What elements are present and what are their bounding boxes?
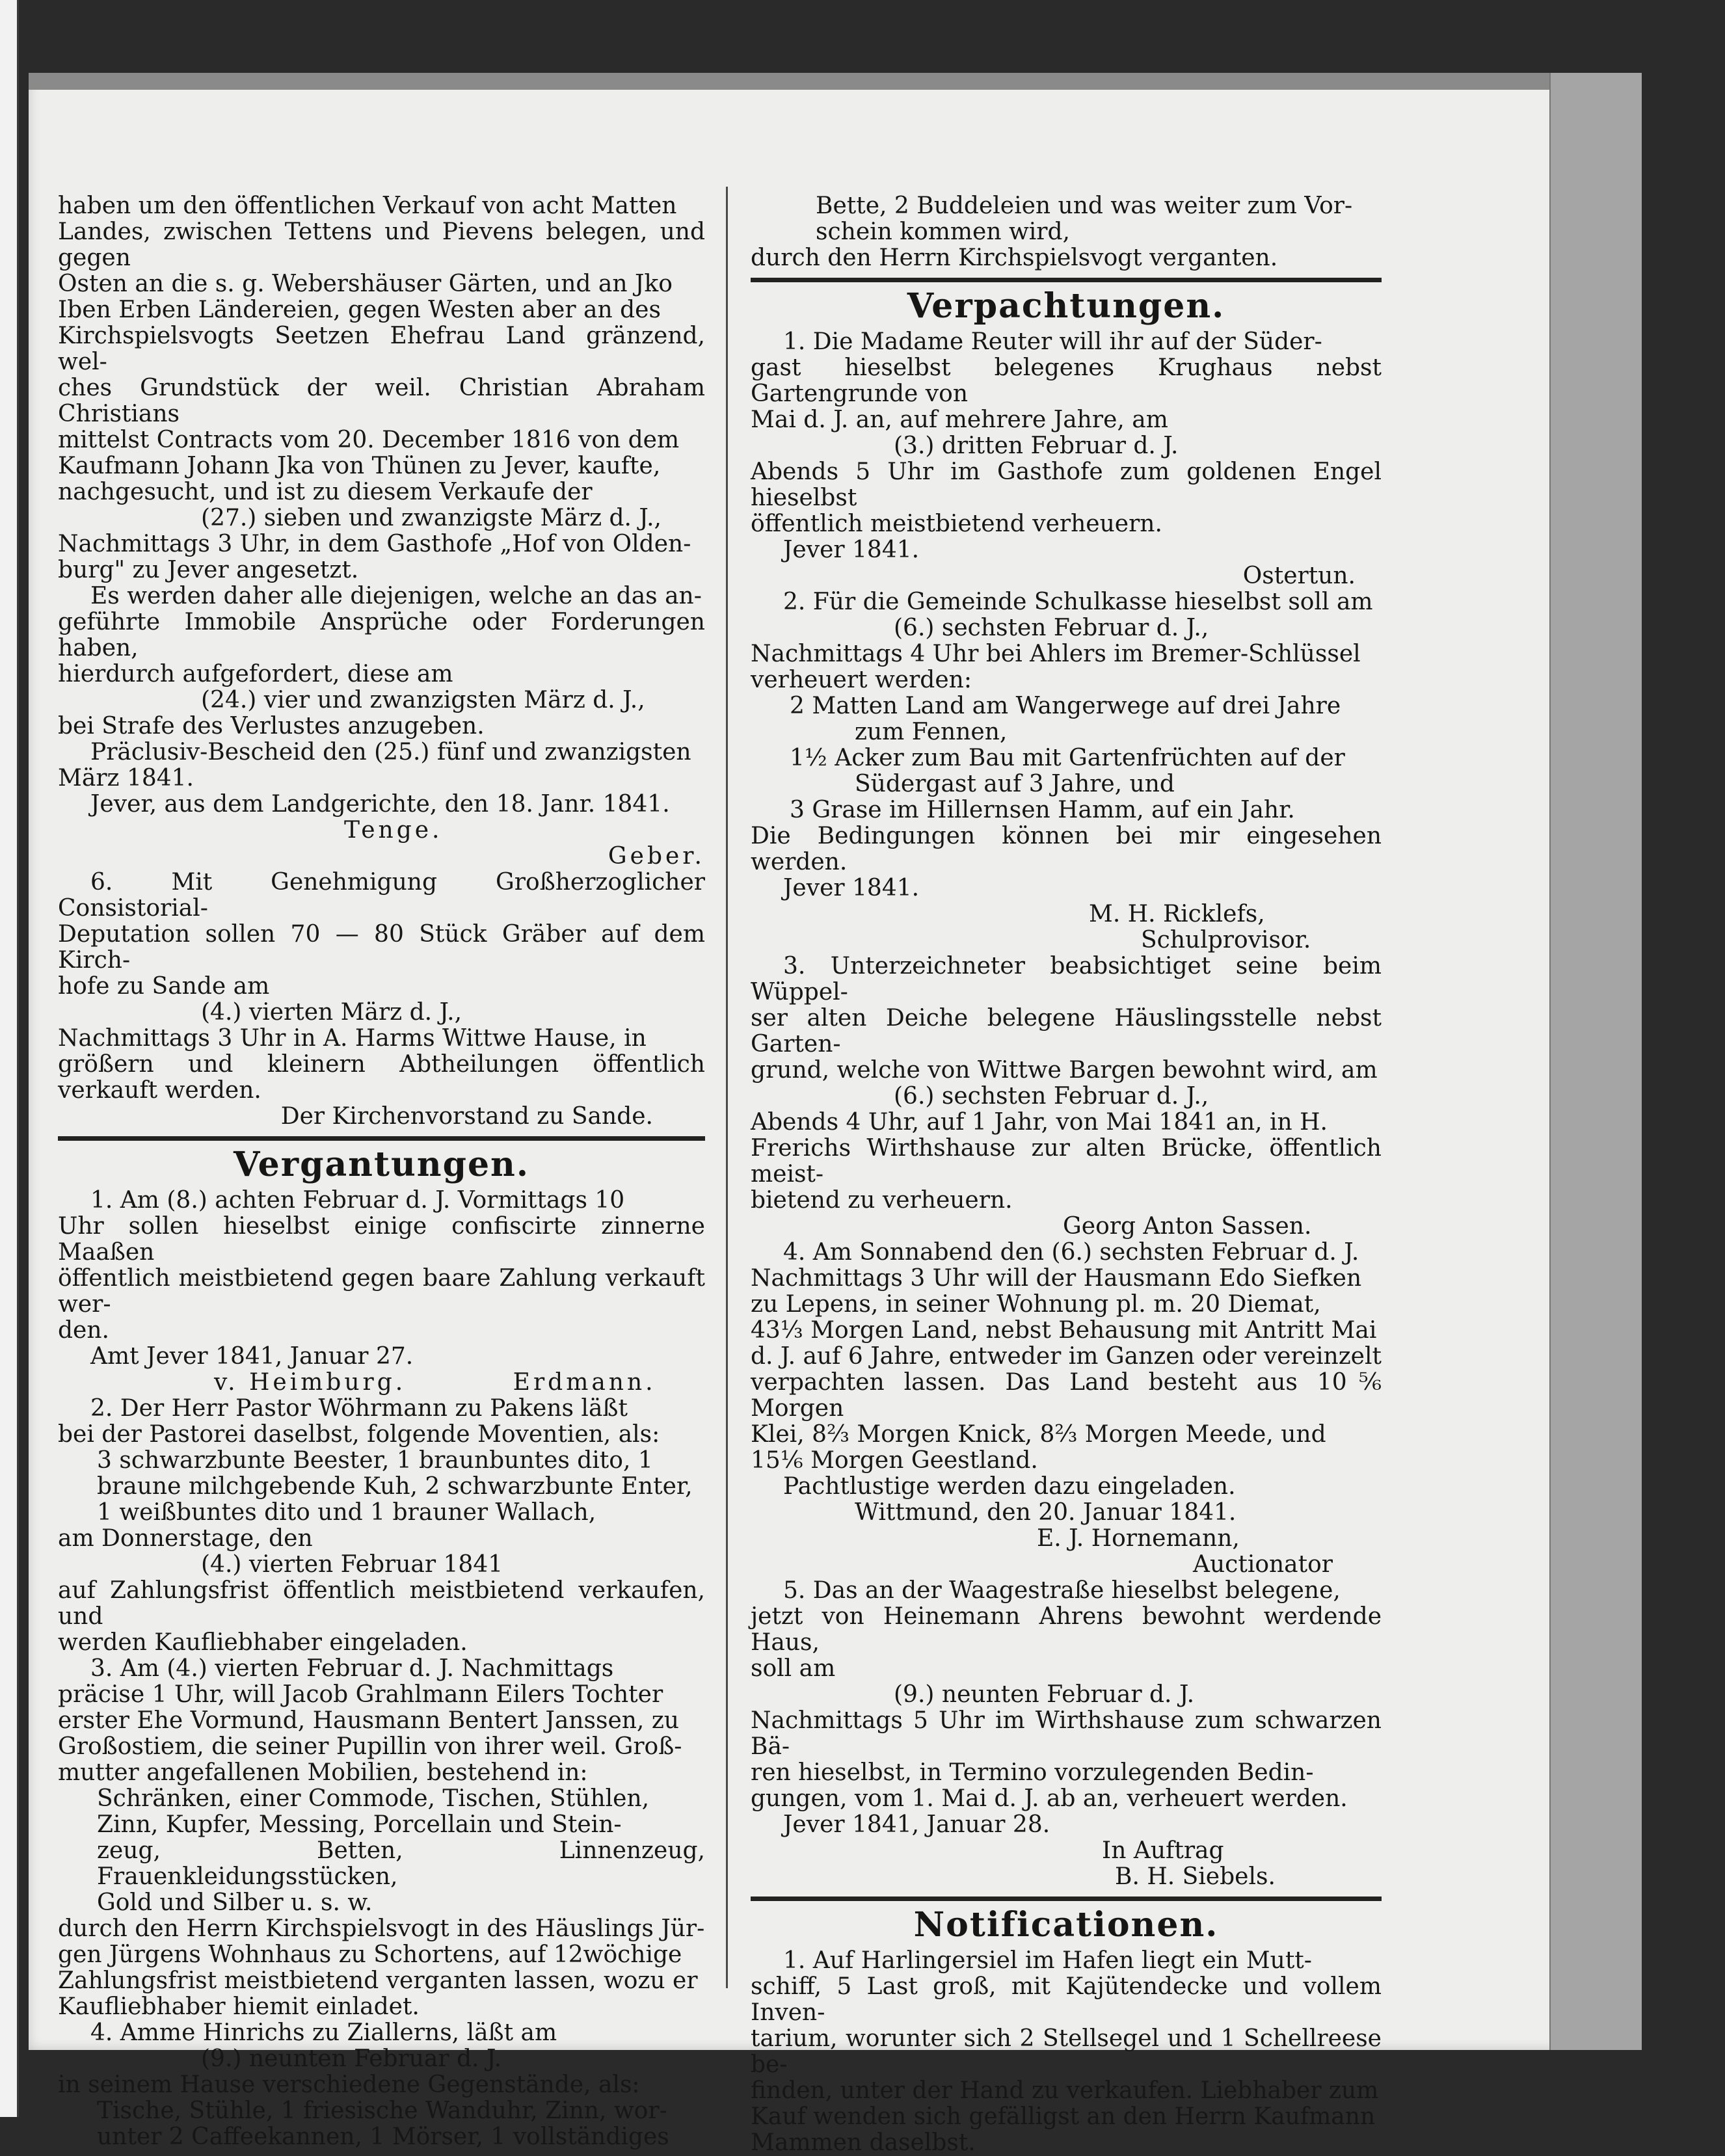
text-line: in seinem Hause verschiedene Gegenstände, als:	[58, 2071, 640, 2098]
text-line: Zahlungsfrist meistbietend verganten lassen, wozu er	[58, 1967, 698, 1994]
text-line: unter 2 Caffeekannen, 1 Mörser, 1 vollständiges	[97, 2123, 669, 2150]
text-line: Großostiem, die seiner Pupillin von ihrer weil. Groß-	[58, 1733, 682, 1760]
text-line: zeug, Betten, Linnenzeug, Frauenkleidungsstücken,	[97, 1837, 705, 1890]
text-line: Jever 1841.	[783, 537, 920, 563]
text-line: auf Zahlungsfrist öffentlich meistbietend verkaufen, und	[58, 1577, 705, 1630]
signature: Auctionator	[1193, 1551, 1333, 1578]
text-line: Mammen daselbst.	[751, 2129, 976, 2156]
text-line: ches Grundstück der weil. Christian Abraham Christians	[58, 375, 705, 427]
text-line: 1. Auf Harlingersiel im Hafen liegt ein Mutt-	[783, 1947, 1312, 1974]
signature: In Auftrag	[1102, 1837, 1224, 1864]
text-line: gen Jürgens Wohnhaus zu Schortens, auf 12wöchige	[58, 1941, 682, 1968]
date-line: (6.) sechsten Februar d. J.,	[894, 615, 1209, 641]
text-line: 2. Für die Gemeinde Schulkasse hieselbst soll am	[783, 589, 1373, 615]
text-line: Kaufliebhaber hiemit einladet.	[58, 1993, 420, 2020]
text-line: Die Bedingungen können bei mir eingesehen werden.	[751, 823, 1382, 875]
text-line: verheuert werden:	[751, 667, 972, 693]
text-line: 3 schwarzbunte Beester, 1 braunbuntes dito, 1	[97, 1447, 653, 1474]
text-line: am Donnerstage, den	[58, 1525, 313, 1552]
text-line: Abends 5 Uhr im Gasthofe zum goldenen Engel hieselbst	[751, 459, 1382, 511]
text-line: bei Strafe des Verlustes anzugeben.	[58, 713, 485, 739]
text-line: verpachten lassen. Das Land besteht aus 10⅚ Morgen	[751, 1369, 1382, 1422]
signature: Georg Anton Sassen.	[1063, 1213, 1312, 1240]
text-line: Nachmittags 3 Uhr, in dem Gasthofe „Hof von Olden-	[58, 531, 691, 557]
text-line: bietend zu verheuern.	[751, 1187, 1013, 1214]
text-line: Präclusiv-Bescheid den (25.) fünf und zwanzigsten	[90, 739, 691, 765]
section-rule	[751, 278, 1382, 282]
text-line: durch den Herrn Kirchspielsvogt in des Häuslings Jür-	[58, 1915, 705, 1942]
text-line: März 1841.	[58, 765, 194, 792]
text-line: präcise 1 Uhr, will Jacob Grahlmann Eilers Tochter	[58, 1681, 663, 1708]
text-line: 5. Das an der Waagestraße hieselbst belegene,	[783, 1577, 1341, 1604]
text-line: nachgesucht, und ist zu diesem Verkaufe der	[58, 479, 593, 505]
text-line: Nachmittags 5 Uhr im Wirthshause zum schwarzen Bä-	[751, 1707, 1382, 1760]
text-line: Landes, zwischen Tettens und Pievens belegen, und gegen	[58, 219, 705, 271]
text-line: soll am	[751, 1655, 836, 1682]
signature: B. H. Siebels.	[1115, 1863, 1276, 1890]
text-line: Deputation sollen 70 — 80 Stück Gräber auf dem Kirch-	[58, 921, 705, 974]
date-line: (4.) vierten Februar 1841	[201, 1551, 503, 1578]
text-line: Zinn, Kupfer, Messing, Porcellain und Stein-	[97, 1811, 622, 1838]
section-heading-verpachtungen: Verpachtungen.	[907, 286, 1225, 326]
text-line: Jever, aus dem Landgerichte, den 18. Janr. 1841.	[90, 791, 670, 818]
text-line: Amt Jever 1841, Januar 27.	[90, 1343, 414, 1370]
text-line: ren hieselbst, in Termino vorzulegenden Bedin-	[751, 1759, 1314, 1786]
text-line: 6. Mit Genehmigung Großherzoglicher Consistorial-	[58, 869, 705, 922]
left-column	[58, 193, 705, 2150]
text-line: Nachmittags 3 Uhr will der Hausmann Edo Siefken	[751, 1265, 1362, 1292]
column-divider	[726, 187, 728, 1988]
text-line: 1½ Acker zum Bau mit Gartenfrüchten auf der	[790, 745, 1345, 771]
date-line: (4.) vierten März d. J.,	[201, 999, 462, 1026]
text-line: 3 Grase im Hillernsen Hamm, auf ein Jahr.	[790, 797, 1295, 823]
text-line: Jever 1841, Januar 28.	[783, 1811, 1050, 1838]
signature: Geber.	[608, 843, 705, 870]
date-line: (9.) neunten Februar d. J.	[201, 2045, 502, 2072]
text-line: Pachtlustige werden dazu eingeladen.	[783, 1473, 1236, 1500]
text-line: Kaufmann Johann Jka von Thünen zu Jever, kaufte,	[58, 453, 661, 479]
text-line: Es werden daher alle diejenigen, welche an das an-	[90, 583, 702, 609]
date-line: (9.) neunten Februar d. J.	[894, 1681, 1195, 1708]
text-line: Uhr sollen hieselbst einige confiscirte zinnerne Maaßen	[58, 1213, 705, 1266]
signature: Ostertun.	[1242, 563, 1356, 589]
text-line: geführte Immobile Ansprüche oder Forderungen haben,	[58, 609, 705, 661]
text-line: ser alten Deiche belegene Häuslingsstelle nebst Garten-	[751, 1005, 1382, 1058]
text-line: 2. Der Herr Pastor Wöhrmann zu Pakens läßt	[90, 1395, 628, 1422]
text-line: Bette, 2 Buddeleien und was weiter zum Vor-	[816, 193, 1353, 219]
section-rule	[58, 1136, 705, 1141]
text-line: hofe zu Sande am	[58, 973, 270, 1000]
text-line: 4. Am Sonnabend den (6.) sechsten Februar d. J.	[783, 1239, 1359, 1266]
newspaper-page	[29, 73, 1642, 2156]
text-line: 4. Amme Hinrichs zu Ziallerns, läßt am	[90, 2019, 557, 2046]
text-line: mittelst Contracts vom 20. December 1816 von dem	[58, 427, 680, 453]
text-line: Jever 1841.	[783, 875, 920, 901]
text-line: hierdurch aufgefordert, diese am	[58, 661, 453, 687]
page-right-edge	[1549, 73, 1642, 2050]
signature: M. H. Ricklefs,	[1089, 901, 1265, 927]
text-line: mutter angefallenen Mobilien, bestehend in:	[58, 1759, 588, 1786]
section-heading-vergantungen: Vergantungen.	[234, 1145, 529, 1184]
text-line: Schränken, einer Commode, Tischen, Stühlen,	[97, 1785, 650, 1812]
text-line: bei der Pastorei daselbst, folgende Moventien, als:	[58, 1421, 660, 1448]
text-line: Kauf wenden sich gefälligst an den Herrn Kaufmann	[751, 2103, 1376, 2130]
text-line: burg" zu Jever angesetzt.	[58, 557, 359, 583]
signature: Der Kirchenvorstand zu Sande.	[280, 1103, 653, 1130]
section-rule	[751, 1896, 1382, 1901]
text-line: finden, unter der Hand zu verkaufen. Liebhaber zum	[751, 2077, 1379, 2104]
signature: Schulprovisor.	[1141, 927, 1311, 953]
text-line: schein kommen wird,	[816, 219, 1070, 245]
text-line: Tische, Stühle, 1 friesische Wanduhr, Zinn, wor-	[97, 2097, 667, 2124]
text-line: Iben Erben Ländereien, gegen Westen aber an des	[58, 297, 661, 323]
text-line: braune milchgebende Kuh, 2 schwarzbunte Enter,	[97, 1473, 693, 1500]
text-line: 2 Matten Land am Wangerwege auf drei Jahre	[790, 693, 1341, 719]
text-line: jetzt von Heinemann Ahrens bewohnt werdende Haus,	[751, 1603, 1382, 1656]
signature: v. Heimburg. Erdmann.	[214, 1369, 656, 1396]
text-line: Abends 4 Uhr, auf 1 Jahr, von Mai 1841 an, in H.	[751, 1109, 1328, 1136]
text-line: den.	[58, 1317, 109, 1344]
text-line: gungen, vom 1. Mai d. J. ab an, verheuert werden.	[751, 1785, 1348, 1812]
text-line: 15⅙ Morgen Geestland.	[751, 1447, 1038, 1474]
text-line: werden Kaufliebhaber eingeladen.	[58, 1629, 468, 1656]
text-line: tarium, worunter sich 2 Stellsegel und 1 Schellreese be-	[751, 2025, 1382, 2078]
section-heading-notificationen: Notificationen.	[913, 1905, 1219, 1945]
text-line: Klei, 8⅔ Morgen Knick, 8⅔ Morgen Meede, und	[751, 1421, 1326, 1448]
text-line: Kirchspielsvogts Seetzen Ehefrau Land gränzend, wel-	[58, 323, 705, 375]
text-line: gast hieselbst belegenes Krughaus nebst Gartengrunde von	[751, 354, 1382, 407]
date-line: (24.) vier und zwanzigsten März d. J.,	[201, 687, 645, 713]
right-column	[751, 193, 1382, 2156]
text-line: Gold und Silber u. s. w.	[97, 1889, 373, 1916]
text-line: Mai d. J. an, auf mehrere Jahre, am	[751, 406, 1168, 433]
text-line: 1. Die Madame Reuter will ihr auf der Süder-	[783, 328, 1322, 355]
text-line: erster Ehe Vormund, Hausmann Bentert Janssen, zu	[58, 1707, 679, 1734]
text-line: Osten an die s. g. Webershäuser Gärten, und an Jko	[58, 271, 673, 297]
signature: E. J. Hornemann,	[1037, 1525, 1240, 1552]
text-line: Frerichs Wirthshause zur alten Brücke, öffentlich meist-	[751, 1135, 1382, 1188]
signature: Tenge.	[344, 817, 443, 844]
text-line: 1 weißbuntes dito und 1 brauner Wallach,	[97, 1499, 596, 1526]
page-top-edge	[29, 73, 1642, 90]
text-line: Nachmittags 3 Uhr in A. Harms Wittwe Hause, in	[58, 1025, 647, 1052]
scan-edge	[0, 0, 19, 2117]
text-line: 43⅓ Morgen Land, nebst Behausung mit Antritt Mai	[751, 1317, 1377, 1344]
text-line: öffentlich meistbietend verheuern.	[751, 511, 1162, 537]
text-line: haben um den öffentlichen Verkauf von acht Matten	[58, 193, 677, 219]
text-line: d. J. auf 6 Jahre, entweder im Ganzen oder vereinzelt	[751, 1343, 1382, 1370]
date-line: (3.) dritten Februar d. J.	[894, 433, 1179, 459]
text-line: größern und kleinern Abtheilungen öffentlich verkauft werden.	[58, 1051, 705, 1104]
text-line: grund, welche von Wittwe Bargen bewohnt wird, am	[751, 1057, 1378, 1084]
text-line: schiff, 5 Last groß, mit Kajütendecke und vollem Inven-	[751, 1973, 1382, 2026]
text-line: 3. Unterzeichneter beabsichtiget seine beim Wüppel-	[751, 953, 1382, 1005]
text-line: 1. Am (8.) achten Februar d. J. Vormittags 10	[90, 1187, 625, 1214]
text-line: zum Fennen,	[855, 719, 1008, 745]
text-line: zu Lepens, in seiner Wohnung pl. m. 20 Diemat,	[751, 1291, 1321, 1318]
date-line: (27.) sieben und zwanzigste März d. J.,	[201, 505, 662, 531]
date-line: (6.) sechsten Februar d. J.,	[894, 1083, 1209, 1110]
text-line: Nachmittags 4 Uhr bei Ahlers im Bremer-Schlüssel	[751, 641, 1361, 667]
text-line: Südergast auf 3 Jahre, und	[855, 771, 1175, 797]
text-line: öffentlich meistbietend gegen baare Zahlung verkauft wer-	[58, 1265, 705, 1318]
text-line: Wittmund, den 20. Januar 1841.	[855, 1499, 1237, 1526]
text-line: durch den Herrn Kirchspielsvogt verganten.	[751, 245, 1278, 271]
text-line: 3. Am (4.) vierten Februar d. J. Nachmittags	[90, 1655, 614, 1682]
